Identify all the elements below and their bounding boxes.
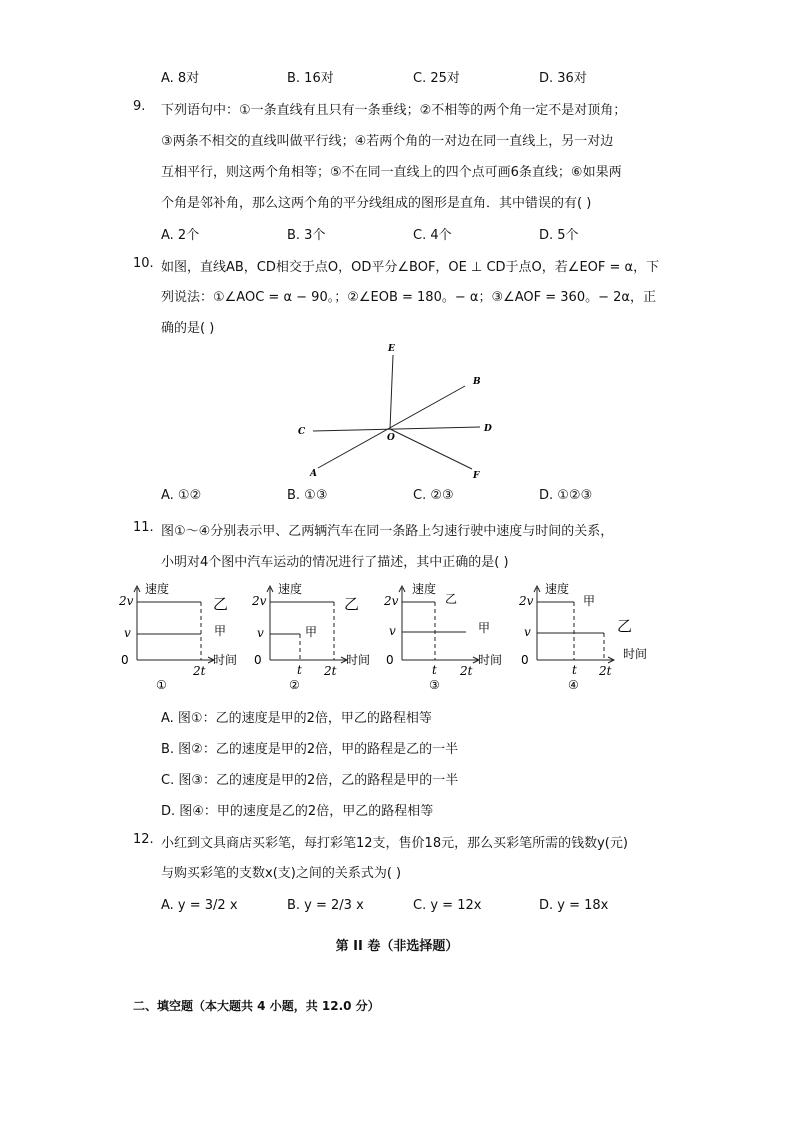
q12-number: 12. <box>133 832 154 847</box>
svg-text:速度: 速度 <box>545 582 570 596</box>
q9-option-b: B. 3个 <box>287 228 326 243</box>
q8-option-c: C. 25对 <box>413 71 460 86</box>
q9-line-3: 互相平行，则这两个角相等；⑤不在同一直线上的四个点可画6条直线；⑥如果两 <box>161 165 622 180</box>
svg-text:时间: 时间 <box>478 653 503 667</box>
q11-graph-4 <box>515 578 665 693</box>
q11-graph-3 <box>380 578 520 693</box>
svg-text:乙: 乙 <box>213 595 229 613</box>
svg-text:速度: 速度 <box>278 582 303 596</box>
q9-line-1: 下列语句中：①一条直线有且只有一条垂线；②不相等的两个角一定不是对顶角； <box>161 103 627 118</box>
q10-line-2: 列说法：①∠AOC = α − 90。；②∠EOB = 180。− α；③∠AOF = 360。− 2α，正 <box>161 290 656 305</box>
label-a: A <box>310 469 317 479</box>
q12-line-2: 与购买彩笔的支数x(支)之间的关系式为( ) <box>161 866 402 881</box>
svg-text:④: ④ <box>568 678 579 692</box>
svg-text:0: 0 <box>386 653 394 667</box>
q10-option-a: A. ①② <box>161 488 202 503</box>
svg-text:2v: 2v <box>519 594 534 608</box>
q11-graph-2 <box>248 578 388 693</box>
svg-text:甲: 甲 <box>478 621 491 635</box>
svg-text:v: v <box>257 626 264 640</box>
svg-text:t: t <box>297 663 302 677</box>
svg-text:v: v <box>524 625 531 639</box>
svg-text:乙: 乙 <box>617 617 633 635</box>
svg-text:速度: 速度 <box>145 582 170 596</box>
q12-option-a: A. y = 3/2 x <box>161 898 238 913</box>
svg-text:2t: 2t <box>460 664 473 678</box>
q12-option-c: C. y = 12x <box>413 898 482 913</box>
svg-text:速度: 速度 <box>412 582 437 596</box>
label-d: D <box>484 424 492 434</box>
q8-option-b: B. 16对 <box>287 71 334 86</box>
svg-text:v: v <box>124 626 131 640</box>
q10-option-b: B. ①③ <box>287 488 328 503</box>
label-b: B <box>473 377 481 387</box>
svg-text:0: 0 <box>254 653 262 667</box>
q9-option-d: D. 5个 <box>539 228 579 243</box>
svg-text:2t: 2t <box>193 664 206 678</box>
svg-text:②: ② <box>289 678 300 692</box>
q9-line-4: 个角是邻补角，那么这两个角的平分线组成的图形是直角．其中错误的有( ) <box>161 196 592 211</box>
svg-text:2t: 2t <box>324 664 337 678</box>
svg-text:0: 0 <box>121 653 129 667</box>
q11-option-b: B. 图②：乙的速度是甲的2倍，甲的路程是乙的一半 <box>161 742 459 757</box>
label-c: C <box>298 427 306 437</box>
q11-option-a: A. 图①：乙的速度是甲的2倍，甲乙的路程相等 <box>161 711 432 726</box>
q8-option-a: A. 8对 <box>161 71 200 86</box>
q12-option-b: B. y = 2/3 x <box>287 898 364 913</box>
q9-number: 9. <box>133 99 146 114</box>
svg-text:①: ① <box>156 678 167 692</box>
label-f: F <box>473 471 480 481</box>
q8-option-d: D. 36对 <box>539 71 587 86</box>
q10-option-c: C. ②③ <box>413 488 454 503</box>
q12-line-1: 小红到文具商店买彩笔，每打彩笔12支，售价18元，那么买彩笔所需的钱数y(元) <box>161 836 628 851</box>
section2-title: 二、填空题（本大题共 4 小题，共 12.0 分） <box>133 999 380 1013</box>
svg-text:2t: 2t <box>599 664 612 678</box>
q9-option-a: A. 2个 <box>161 228 200 243</box>
ray-of <box>390 429 472 469</box>
svg-text:时间: 时间 <box>213 653 238 667</box>
q11-option-d: D. 图④：甲的速度是乙的2倍，甲乙的路程相等 <box>161 804 434 819</box>
q10-line-1: 如图，直线AB，CD相交于点O，OD平分∠BOF，OE ⊥ CD于点O，若∠EOF = α，下 <box>161 260 660 275</box>
q11-line-1: 图①～④分别表示甲、乙两辆汽车在同一条路上匀速行驶中速度与时间的关系， <box>161 524 614 539</box>
svg-text:乙: 乙 <box>344 595 360 613</box>
svg-text:2v: 2v <box>384 594 399 608</box>
svg-text:③: ③ <box>429 678 440 692</box>
svg-text:2v: 2v <box>252 594 267 608</box>
svg-text:t: t <box>572 663 577 677</box>
svg-text:乙: 乙 <box>445 592 458 606</box>
svg-text:甲: 甲 <box>583 594 596 608</box>
q10-line-3: 确的是( ) <box>161 321 215 336</box>
q10-figure <box>290 338 510 483</box>
q9-line-2: ③两条不相交的直线叫做平行线；④若两个角的一对边在同一直线上，另一对边 <box>161 134 614 149</box>
svg-text:甲: 甲 <box>305 625 318 639</box>
q11-graph-1 <box>115 578 255 693</box>
q10-option-d: D. ①②③ <box>539 488 593 503</box>
line-cd <box>313 427 480 431</box>
q11-option-c: C. 图③：乙的速度是甲的2倍，乙的路程是甲的一半 <box>161 773 459 788</box>
svg-text:甲: 甲 <box>214 624 227 638</box>
q11-number: 11. <box>133 520 154 535</box>
svg-text:0: 0 <box>521 653 529 667</box>
svg-text:t: t <box>432 663 437 677</box>
label-o: O <box>387 433 395 443</box>
label-e: E <box>388 344 395 354</box>
svg-text:时间: 时间 <box>623 647 648 661</box>
part2-title: 第 II 卷（非选择题） <box>335 939 459 954</box>
q9-option-c: C. 4个 <box>413 228 452 243</box>
svg-text:2v: 2v <box>119 594 134 608</box>
q10-number: 10. <box>133 256 154 271</box>
ray-oe <box>390 355 393 429</box>
svg-text:时间: 时间 <box>346 653 371 667</box>
q12-option-d: D. y = 18x <box>539 898 609 913</box>
svg-text:v: v <box>389 624 396 638</box>
q11-line-2: 小明对4个图中汽车运动的情况进行了描述，其中正确的是( ) <box>161 555 509 570</box>
